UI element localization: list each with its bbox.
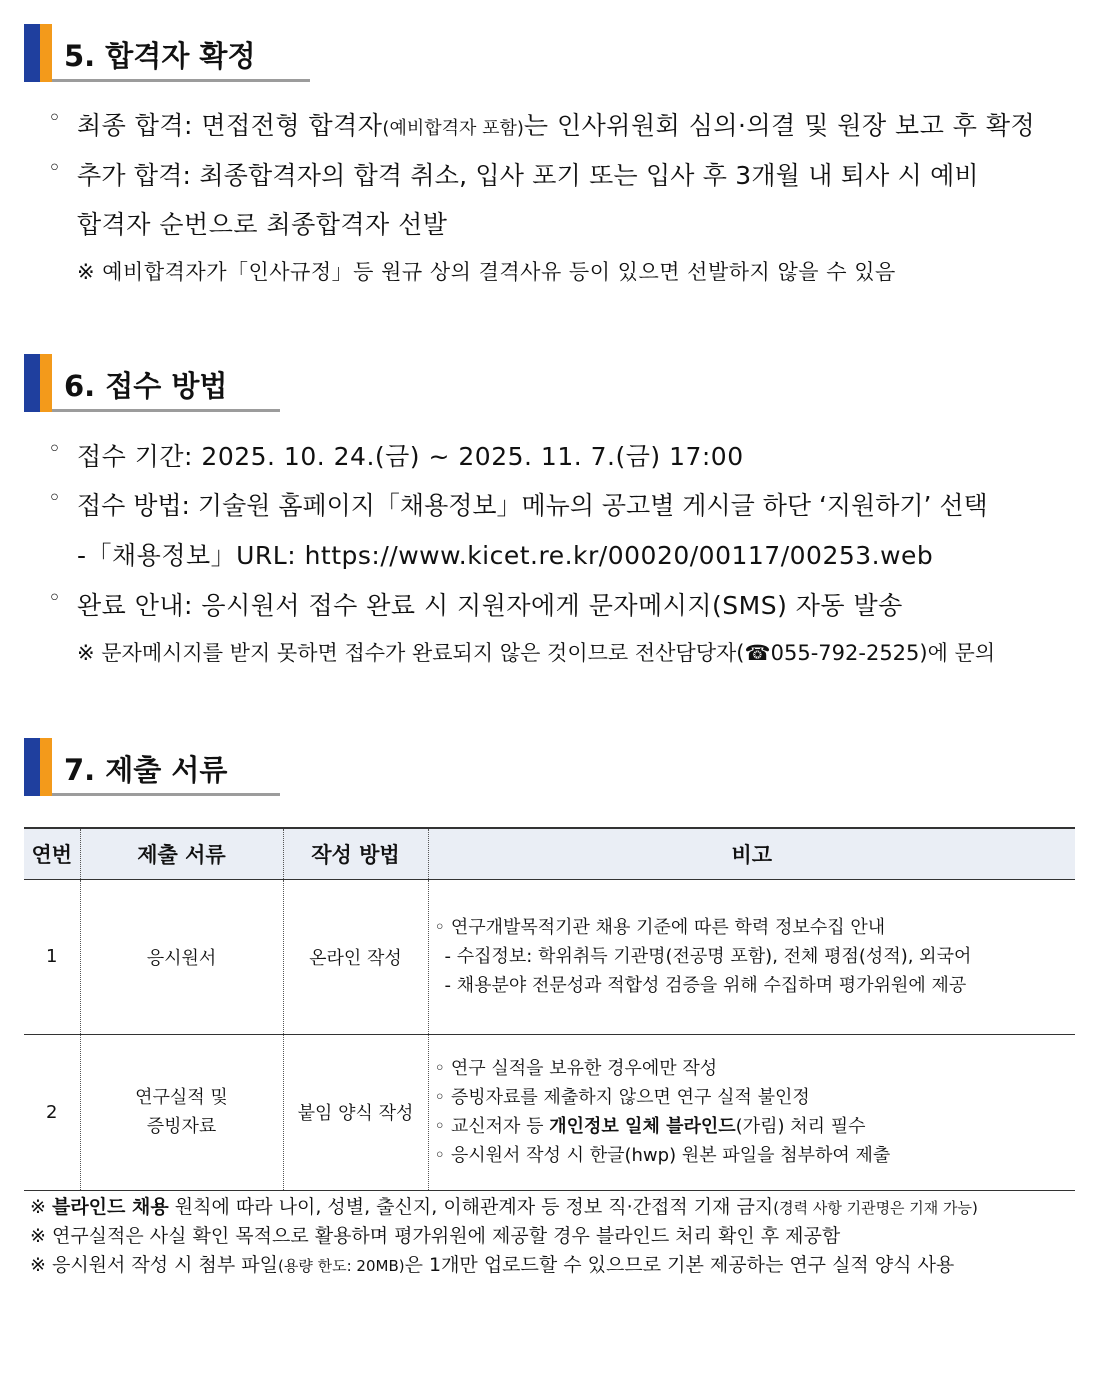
col-header-method: 작성 방법: [283, 828, 428, 879]
footnote-blind: ※ 블라인드 채용 원칙에 따라 나이, 성별, 출신지, 이해관계자 등 정보 직·간접적 기재 금지(경력 사항 기관명은 기재 가능): [30, 1196, 978, 1218]
bullet-icon: ◦: [48, 156, 62, 181]
documents-table: [24, 827, 1075, 1191]
cell-method: 온라인 작성: [283, 879, 428, 1034]
bullet-icon: ◦: [48, 437, 62, 462]
bullet-icon: ◦: [48, 106, 62, 131]
table-row: [24, 879, 1075, 1034]
cell-no: 2: [24, 1034, 80, 1190]
col-header-document: 제출 서류: [80, 828, 283, 879]
heading-accent-orange: [40, 24, 52, 82]
heading-accent-blue: [24, 738, 40, 796]
section-title: 6. 접수 방법: [64, 369, 228, 403]
heading-accent-orange: [40, 738, 52, 796]
cell-document: 응시원서: [80, 879, 283, 1034]
cell-document: 연구실적 및 증빙자료: [80, 1034, 283, 1190]
footnote-research: ※ 연구실적은 사실 확인 목적으로 활용하며 평가위원에 제공할 경우 블라인드 처리 확인 후 제공함: [30, 1225, 841, 1247]
bullet-icon: ◦: [48, 486, 62, 511]
recruit-url-link[interactable]: -「채용정보」URL: https://www.kicet.re.kr/00020/00117/00253.web: [77, 541, 934, 570]
table-header-row: [24, 828, 1075, 879]
heading-underline: [52, 79, 310, 82]
heading-accent-blue: [24, 24, 40, 82]
heading-accent-orange: [40, 354, 52, 412]
bullet-icon: ◦: [48, 586, 62, 611]
col-header-no: 연번: [24, 828, 80, 879]
cell-remarks: ◦ 연구 실적을 보유한 경우에만 작성 ◦ 증빙자료를 제출하지 않으면 연구 실적 불인정 ◦ 교신저자 등 개인정보 일체 블라인드(가림) 처리 필수 ◦ 응시원서 작성 시 한글(hwp) 원본 파일을 첨부하여 제출: [428, 1034, 1075, 1190]
section-title: 5. 합격자 확정: [64, 39, 256, 73]
col-header-remarks: 비고: [428, 828, 1075, 879]
table-row: [24, 1034, 1075, 1190]
footnote-attachment: ※ 응시원서 작성 시 첨부 파일(용량 한도: 20MB)은 1개만 업로드할 수 있으므로 기본 제공하는 연구 실적 양식 사용: [30, 1254, 955, 1276]
heading-underline: [52, 793, 280, 796]
cell-remarks: ◦ 연구개발목적기관 채용 기준에 따른 학력 정보수집 안내 - 수집정보: 학위취득 기관명(전공명 포함), 전체 평점(성적), 외국어 - 채용분야 전문성과 적합성 검증을 위해 수집하며 평가위원에 제공: [428, 879, 1075, 1034]
cell-method: 붙임 양식 작성: [283, 1034, 428, 1190]
section-title: 7. 제출 서류: [64, 753, 228, 787]
cell-no: 1: [24, 879, 80, 1034]
heading-accent-blue: [24, 354, 40, 412]
heading-underline: [52, 409, 280, 412]
